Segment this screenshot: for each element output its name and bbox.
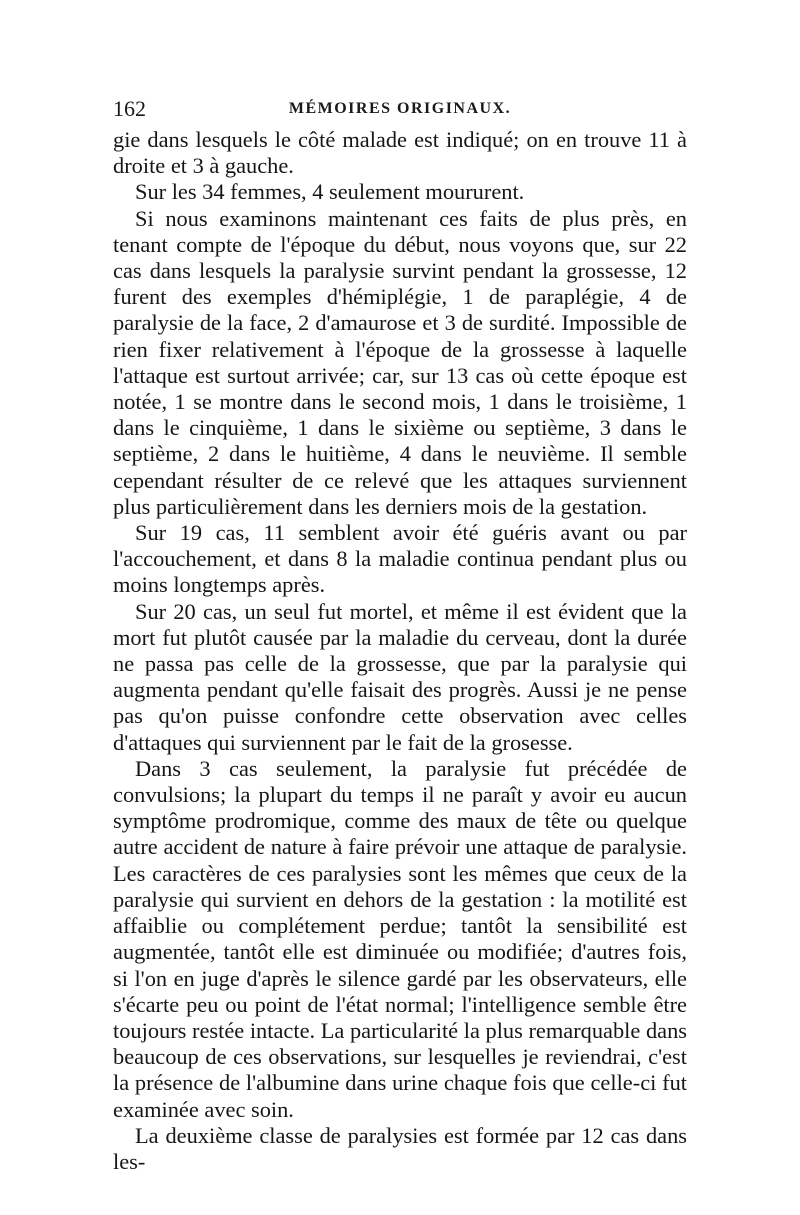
paragraph: Sur 19 cas, 11 semblent avoir été guéris avant ou par l'accouchement, et dans 8 la maladie continua pendant plus ou moins longtemps après. (113, 520, 687, 598)
paragraph: Sur 20 cas, un seul fut mortel, et même il est évident que la mort fut plutôt causée par la maladie du cerveau, dont la durée ne passa pas celle de la grossesse, que par la paralysie qui augmenta pendant qu'elle faisait des progrès. Aussi je ne pense pas qu'on puisse confondre cette observation avec celles d'attaques qui surviennent par le fait de la grosesse. (113, 598, 687, 755)
page-header (113, 96, 687, 122)
paragraph: Dans 3 cas seulement, la paralysie fut précédée de convulsions; la plupart du temps il ne paraît y avoir eu aucun symptôme prodromique, comme des maux de tête ou quelque autre accident de nature à faire prévoir une attaque de paralysie. Les caractères de ces paralysies sont les mêmes que ceux de la paralysie qui survient en dehors de la gestation : la motilité est affaiblie ou complétement perdue; tantôt la sensibilité est augmentée, tantôt elle est diminuée ou modifiée; d'autres fois, si l'on en juge d'après le silence gardé par les observateurs, elle s'écarte peu ou point de l'état normal; l'intelligence semble être toujours restée intacte. La particularité la plus remarquable dans beaucoup de ces observations, sur lesquelles je reviendrai, c'est la présence de l'albumine dans urine chaque fois que celle-ci fut examinée avec soin. (113, 755, 687, 1122)
page-number: 162 (113, 96, 146, 121)
paragraph-continuation: gie dans lesquels le côté malade est indiqué; on en trouve 11 à droite et 3 à gauche. (113, 127, 687, 179)
body-text (113, 127, 687, 1175)
paragraph: Sur les 34 femmes, 4 seulement moururent. (135, 179, 525, 205)
paragraph: La deuxième classe de paralysies est formée par 12 cas dans les- (113, 1122, 687, 1174)
paragraph: Si nous examinons maintenant ces faits de plus près, en tenant compte de l'époque du début, nous voyons que, sur 22 cas dans lesquels la paralysie survint pendant la grossesse, 12 furent des exemples d'hémiplégie, 1 de paraplégie, 4 de paralysie de la face, 2 d'amaurose et 3 de surdité. Impossible de rien fixer relativement à l'époque de la grossesse à laquelle l'attaque est surtout arrivée; car, sur 13 cas où cette époque est notée, 1 se montre dans le second mois, 1 dans le troisième, 1 dans le cinquième, 1 dans le sixième ou septième, 3 dans le septième, 2 dans le huitième, 4 dans le neuvième. Il semble cependant résulter de ce relevé que les attaques surviennent plus particulièrement dans les derniers mois de la gestation. (113, 205, 687, 519)
running-title: MÉMOIRES ORIGINAUX. (288, 100, 512, 117)
